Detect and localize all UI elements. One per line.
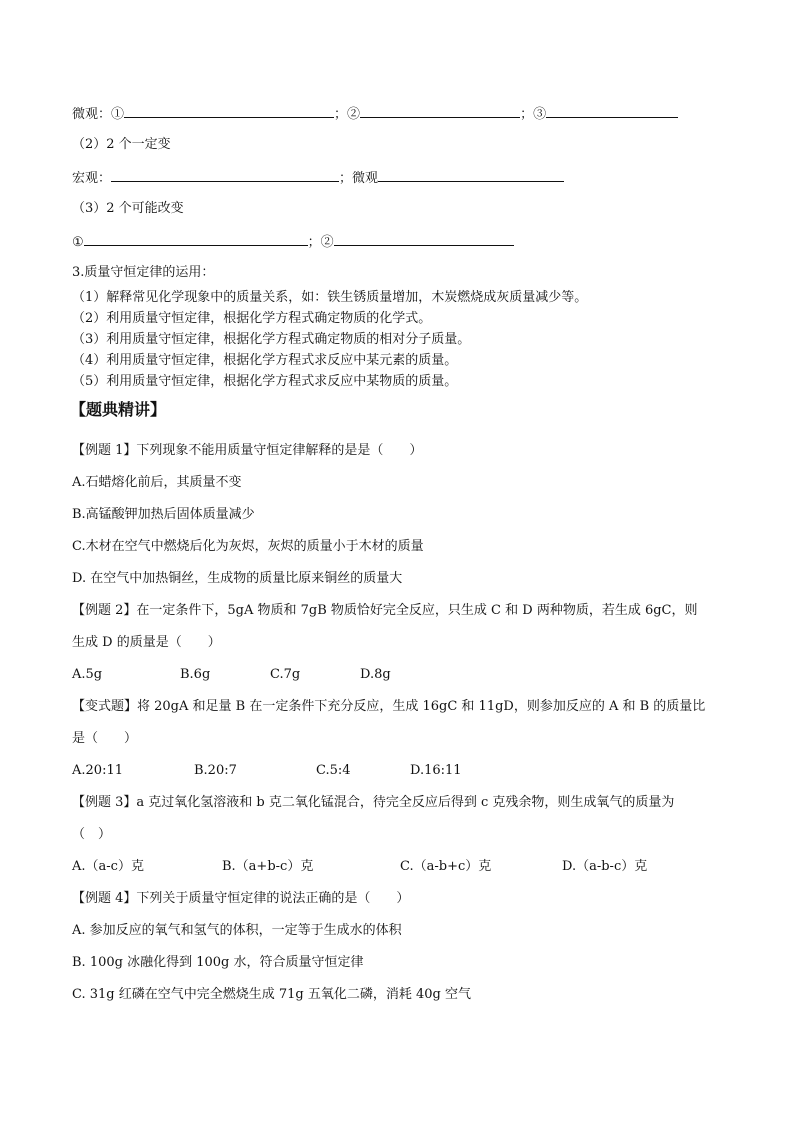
variant-stem-line1: 【变式题】将 20gA 和足量 B 在一定条件下充分反应，生成 16gC 和 11gD，则参加反应的 A 和 B 的质量比 bbox=[72, 699, 706, 714]
application-item: （4）利用质量守恒定律，根据化学方程式求反应中某元素的质量。 bbox=[72, 353, 458, 368]
macro-label: 宏观： bbox=[72, 171, 112, 186]
micro-marker-3: ③ bbox=[533, 107, 547, 122]
example3-options bbox=[72, 858, 647, 876]
example2-option-c: C.7g bbox=[270, 667, 301, 682]
example2-options bbox=[72, 666, 391, 684]
micro-marker-2: ② bbox=[347, 107, 361, 122]
example2-stem-line1: 【例题 2】在一定条件下，5gA 物质和 7gB 物质恰好完全反应，只生成 C 和 D 两种物质，若生成 6gC，则 bbox=[72, 603, 698, 618]
example3-option-a: A.（a-c）克 bbox=[72, 859, 144, 874]
macro-blank[interactable] bbox=[111, 168, 339, 182]
two-may-change-title: （3）2 个可能改变 bbox=[72, 201, 184, 216]
example2-option-d: D.8g bbox=[360, 667, 391, 682]
example2-option-a: A.5g bbox=[72, 667, 103, 682]
example2-option-b: B.6g bbox=[180, 667, 211, 682]
two-unchanged-title: （2）2 个一定变 bbox=[72, 137, 171, 152]
micro-label-2: 微观 bbox=[352, 171, 379, 186]
variant-options bbox=[72, 762, 462, 780]
example1-option-a: A.石蜡熔化前后，其质量不变 bbox=[72, 475, 242, 490]
micro-label: 微观： bbox=[72, 107, 112, 122]
example4-option-c: C. 31g 红磷在空气中完全燃烧生成 71g 五氧化二磷，消耗 40g 空气 bbox=[72, 987, 472, 1002]
micro-row bbox=[72, 104, 678, 124]
example2-stem-line2: 生成 D 的质量是（ ） bbox=[72, 635, 221, 650]
micro-blank-row2[interactable] bbox=[378, 168, 564, 182]
example3-option-c: C.（a-b+c）克 bbox=[400, 859, 492, 874]
may-marker-1: ① bbox=[72, 235, 84, 250]
variant-stem-line2: 是（ ） bbox=[72, 731, 138, 746]
example3-stem-line2: （ ） bbox=[72, 827, 112, 842]
example3-stem-line1: 【例题 3】a 克过氧化氢溶液和 b 克二氧化锰混合，待完全反应后得到 c 克残余物，则生成氧气的质量为 bbox=[72, 795, 675, 810]
micro-blank-3[interactable] bbox=[546, 104, 678, 118]
example1-stem: 【例题 1】下列现象不能用质量守恒定律解释的是是（ ） bbox=[72, 443, 423, 458]
example4-stem: 【例题 4】下列关于质量守恒定律的说法正确的是（ ） bbox=[72, 891, 410, 906]
semicolon: ； bbox=[334, 107, 348, 122]
example1-option-c: C.木材在空气中燃烧后化为灰烬，灰烬的质量小于木材的质量 bbox=[72, 539, 424, 554]
example3-option-b: B.（a+b-c）克 bbox=[222, 859, 314, 874]
variant-option-b: B.20:7 bbox=[194, 763, 237, 778]
may-blank-1[interactable] bbox=[84, 232, 308, 246]
may-blank-2[interactable] bbox=[334, 232, 514, 246]
application-item: （3）利用质量守恒定律，根据化学方程式确定物质的相对分子质量。 bbox=[72, 332, 471, 347]
may-change-row bbox=[72, 232, 514, 252]
application-item: （5）利用质量守恒定律，根据化学方程式求反应中某物质的质量。 bbox=[72, 374, 458, 389]
may-marker-2: ② bbox=[320, 235, 334, 250]
example1-option-d: D. 在空气中加热铜丝，生成物的质量比原来铜丝的质量大 bbox=[72, 571, 403, 586]
micro-marker-1: ① bbox=[111, 107, 125, 122]
variant-option-a: A.20:11 bbox=[72, 763, 123, 778]
section-heading: 【题典精讲】 bbox=[70, 400, 167, 419]
application-item: （1）解释常见化学现象中的质量关系，如：铁生锈质量增加，木炭燃烧成灰质量减少等。 bbox=[72, 290, 588, 305]
macro-row bbox=[72, 168, 564, 188]
application-item: （2）利用质量守恒定律，根据化学方程式确定物质的化学式。 bbox=[72, 311, 432, 326]
example4-option-a: A. 参加反应的氧气和氢气的体积，一定等于生成水的体积 bbox=[72, 923, 402, 938]
semicolon: ； bbox=[307, 235, 321, 250]
micro-blank-1[interactable] bbox=[124, 104, 334, 118]
variant-option-c: C.5:4 bbox=[316, 763, 351, 778]
semicolon: ； bbox=[520, 107, 534, 122]
example1-option-b: B.高锰酸钾加热后固体质量减少 bbox=[72, 507, 255, 522]
example3-option-d: D.（a-b-c）克 bbox=[562, 859, 648, 874]
application-title: 3.质量守恒定律的运用： bbox=[72, 265, 215, 280]
variant-option-d: D.16:11 bbox=[410, 763, 462, 778]
example4-option-b: B. 100g 冰融化得到 100g 水，符合质量守恒定律 bbox=[72, 955, 364, 970]
semicolon: ； bbox=[339, 171, 353, 186]
micro-blank-2[interactable] bbox=[360, 104, 520, 118]
